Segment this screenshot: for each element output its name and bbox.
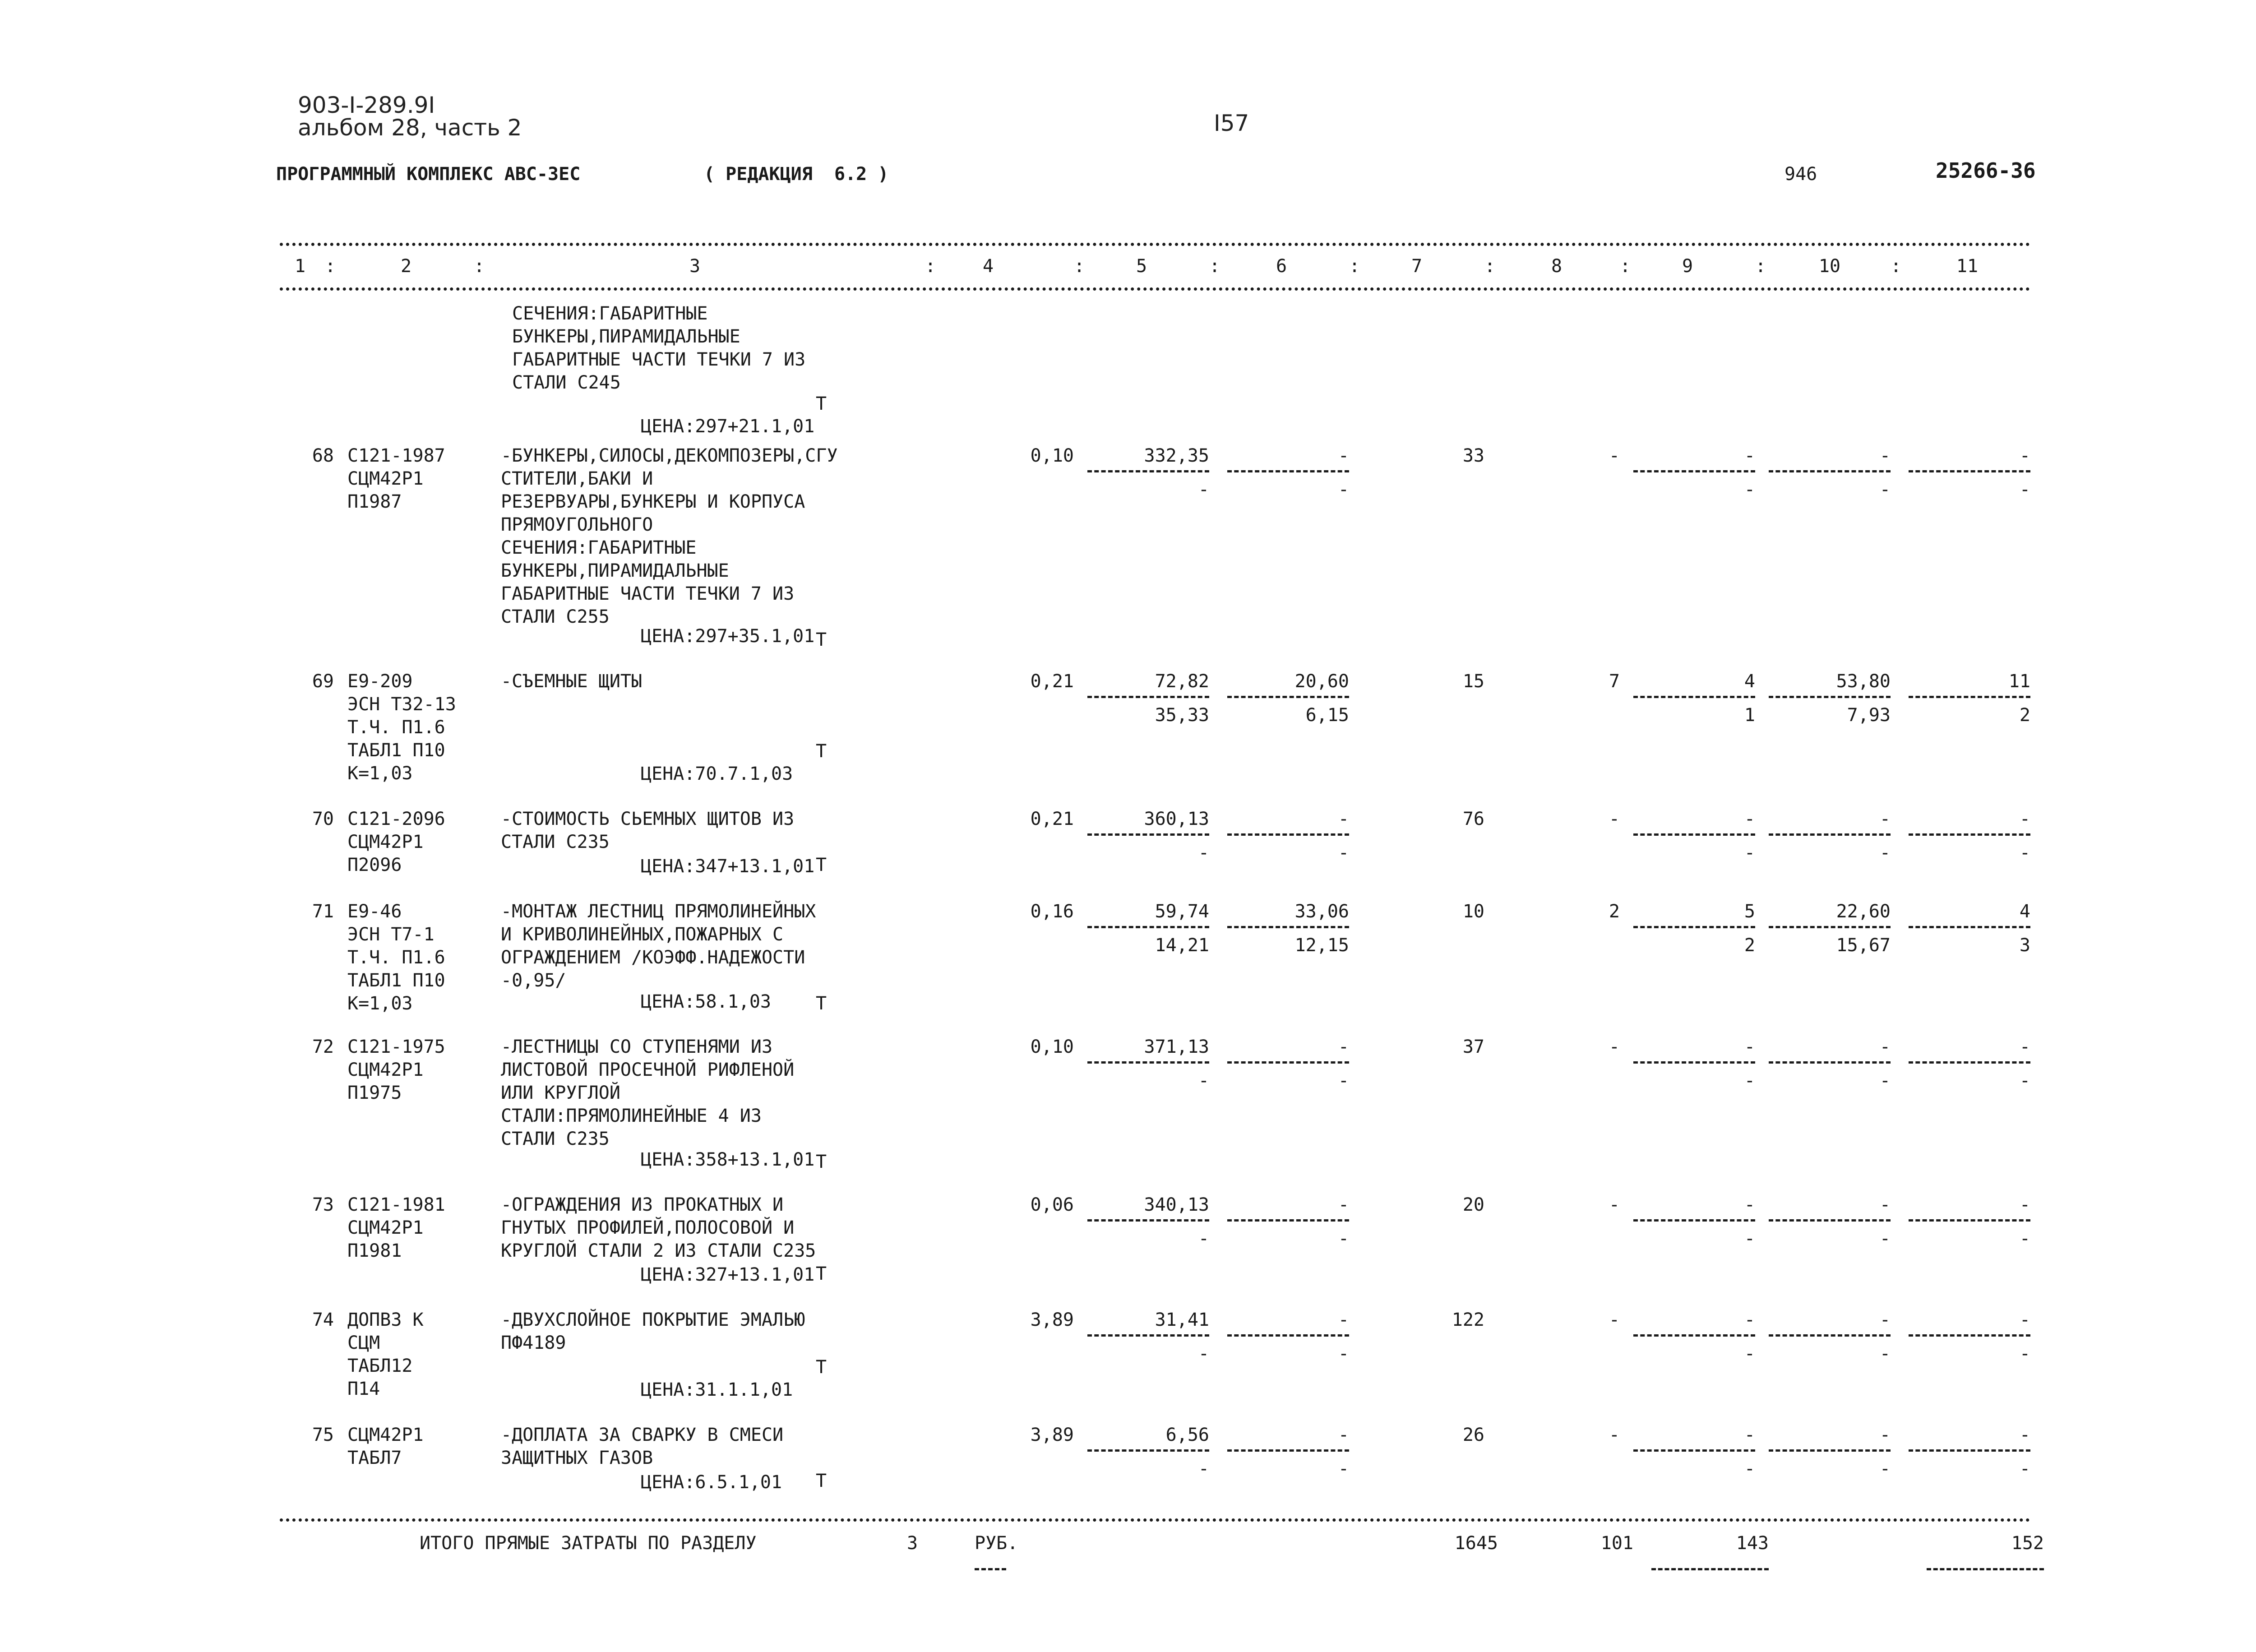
row-c9-sub: 2 <box>1744 935 1755 956</box>
row-c10-sub: - <box>1879 842 1891 863</box>
row-c6-sub: - <box>1338 1458 1349 1479</box>
row-c6: - <box>1338 1310 1349 1330</box>
row-c11-underline <box>1909 1219 2030 1222</box>
column-header: 8 <box>1551 256 1563 277</box>
row-c6-sub: 12,15 <box>1294 935 1349 956</box>
row-c11-sub: - <box>2019 842 2030 863</box>
row-price: ЦЕНА:358+13.1,01 <box>641 1149 815 1170</box>
row-c10-sub: - <box>1879 1458 1891 1479</box>
page-number: I57 <box>1214 110 1249 136</box>
column-separators: : <box>1209 256 1220 277</box>
row-c7: 33 <box>1462 445 1484 466</box>
row-c9-underline <box>1633 470 1755 472</box>
row-c10-underline <box>1769 1449 1891 1452</box>
row-description: -СЪЕМНЫЕ ЩИТЫ <box>501 671 643 692</box>
program-edition: ( РЕДАКЦИЯ 6.2 ) <box>704 164 889 185</box>
row-c7: 76 <box>1462 809 1484 829</box>
column-header: 6 <box>1276 256 1287 277</box>
row-price: ЦЕНА:327+13.1,01 <box>641 1264 815 1285</box>
row-c11: - <box>2019 1037 2030 1057</box>
row-code: Е9-209 ЭСН Т32-13 Т.Ч. П1.6 ТАБЛ1 П10 К=1,03 <box>347 671 456 784</box>
row-description: -ЛЕСТНИЦЫ СО СТУПЕНЯМИ ИЗ ЛИСТОВОЙ ПРОСЕЧНОЙ РИФЛЕНОЙ ИЛИ КРУГЛОЙ СТАЛИ:ПРЯМОЛИНЕЙНЫЕ 4 ИЗ СТАЛИ С235 <box>501 1037 795 1149</box>
row-c5-sub: 14,21 <box>1155 935 1209 956</box>
row-c5: 340,13 <box>1144 1194 1209 1215</box>
row-c7: 10 <box>1462 901 1484 922</box>
row-code: Е9-46 ЭСН Т7-1 Т.Ч. П1.6 ТАБЛ1 П10 К=1,03 <box>347 901 445 1014</box>
column-separators: : <box>1349 256 1360 277</box>
row-c5-underline <box>1087 1449 1209 1452</box>
row-c6-underline <box>1227 926 1349 928</box>
row-c5-underline <box>1087 1061 1209 1064</box>
row-quantity: 3,89 <box>1030 1425 1074 1445</box>
row-c7: 15 <box>1462 671 1484 692</box>
row-c10-underline <box>1769 1334 1891 1337</box>
totals-col9-underline <box>1651 1568 1769 1570</box>
row-c8: - <box>1609 445 1620 466</box>
row-c6-sub: 6,15 <box>1305 705 1349 726</box>
row-c5: 59,74 <box>1155 901 1209 922</box>
row-c9-underline <box>1633 696 1755 698</box>
totals-section: 3 <box>907 1533 918 1554</box>
continuation-text: СЕЧЕНИЯ:ГАБАРИТНЫЕ БУНКЕРЫ,ПИРАМИДАЛЬНЫЕ ГАБАРИТНЫЕ ЧАСТИ ТЕЧКИ 7 ИЗ СТАЛИ С245 <box>512 303 806 393</box>
row-c9-sub: - <box>1744 1343 1755 1364</box>
row-code: С121-1987 СЦМ42Р1 П1987 <box>347 445 445 512</box>
row-c11-underline <box>1909 1334 2030 1337</box>
column-header: 4 <box>982 256 994 277</box>
row-c10-sub: - <box>1879 479 1891 500</box>
album-label: альбом 28, часть 2 <box>298 115 522 141</box>
row-quantity: 0,21 <box>1030 671 1074 692</box>
totals-unit-underline <box>975 1568 1006 1570</box>
row-c6-underline <box>1227 470 1349 472</box>
row-c10-sub: 15,67 <box>1836 935 1891 956</box>
row-c5-underline <box>1087 696 1209 698</box>
row-c5-underline <box>1087 470 1209 472</box>
row-c6-sub: - <box>1338 1228 1349 1249</box>
row-c8: 2 <box>1609 901 1620 922</box>
row-c6: - <box>1338 1194 1349 1215</box>
row-quantity: 0,10 <box>1030 1037 1074 1057</box>
row-t-mark: Т <box>816 1471 827 1491</box>
row-c5: 332,35 <box>1144 445 1209 466</box>
row-c6-underline <box>1227 696 1349 698</box>
row-c5-sub: - <box>1198 1070 1209 1091</box>
row-number: 70 <box>312 809 334 829</box>
row-c8: - <box>1609 809 1620 829</box>
row-c9-underline <box>1633 1219 1755 1222</box>
row-c5-underline <box>1087 1334 1209 1337</box>
totals-label: ИТОГО ПРЯМЫЕ ЗАТРАТЫ ПО РАЗДЕЛУ <box>420 1533 757 1554</box>
row-c6: - <box>1338 809 1349 829</box>
row-c11-underline <box>1909 696 2030 698</box>
row-c9-underline <box>1633 1334 1755 1337</box>
row-t-mark: Т <box>816 993 827 1014</box>
row-c10: 22,60 <box>1836 901 1891 922</box>
totals-col8: 101 <box>1600 1533 1633 1554</box>
totals-col11-underline <box>1927 1568 2044 1570</box>
row-c9: - <box>1744 1425 1755 1445</box>
row-c11-underline <box>1909 833 2030 836</box>
row-c5-sub: - <box>1198 1228 1209 1249</box>
continuation-t-mark: Т <box>816 393 827 414</box>
row-description: -МОНТАЖ ЛЕСТНИЦ ПРЯМОЛИНЕЙНЫХ И КРИВОЛИНЕЙНЫХ,ПОЖАРНЫХ С ОГРАЖДЕНИЕМ /КОЭФФ.НАДЕЖОСТИ -0,95/ <box>501 901 816 991</box>
row-c10: - <box>1879 1310 1891 1330</box>
column-separators: : <box>1620 256 1631 277</box>
row-c11: - <box>2019 1310 2030 1330</box>
row-c11-underline <box>1909 1061 2030 1064</box>
column-header: 7 <box>1411 256 1423 277</box>
row-t-mark: Т <box>816 1357 827 1378</box>
row-t-mark: Т <box>816 855 827 875</box>
row-c11-sub: - <box>2019 1228 2030 1249</box>
row-c9-sub: - <box>1744 479 1755 500</box>
row-c5-sub: - <box>1198 1458 1209 1479</box>
row-c11: - <box>2019 809 2030 829</box>
row-c11: - <box>2019 445 2030 466</box>
row-c7: 26 <box>1462 1425 1484 1445</box>
row-price: ЦЕНА:347+13.1,01 <box>641 856 815 877</box>
row-c9: - <box>1744 1194 1755 1215</box>
row-price: ЦЕНА:31.1.1,01 <box>641 1379 793 1400</box>
row-c11-sub: 3 <box>2019 935 2030 956</box>
row-number: 72 <box>312 1037 334 1057</box>
row-quantity: 3,89 <box>1030 1310 1074 1330</box>
row-number: 71 <box>312 901 334 922</box>
row-c10-underline <box>1769 926 1891 928</box>
totals-unit: РУБ. <box>975 1533 1018 1554</box>
column-header: 2 <box>400 256 412 277</box>
totals-col7: 1645 <box>1454 1533 1498 1554</box>
row-c6-sub: - <box>1338 1070 1349 1091</box>
column-separators: : <box>1074 256 1085 277</box>
totals-rule <box>280 1518 2030 1522</box>
row-c9: - <box>1744 1310 1755 1330</box>
row-quantity: 0,21 <box>1030 809 1074 829</box>
row-number: 69 <box>312 671 334 692</box>
column-header: 11 <box>1956 256 1979 277</box>
row-c5: 72,82 <box>1155 671 1209 692</box>
row-c8: - <box>1609 1194 1620 1215</box>
row-description: -ДВУХСЛОЙНОЕ ПОКРЫТИЕ ЭМАЛЬЮ ПФ4189 <box>501 1310 805 1353</box>
row-c10: 53,80 <box>1836 671 1891 692</box>
row-code: С121-1975 СЦМ42Р1 П1975 <box>347 1037 445 1103</box>
row-t-mark: Т <box>816 1152 827 1172</box>
header-top-rule <box>280 243 2030 246</box>
row-c5: 371,13 <box>1144 1037 1209 1057</box>
row-c5-sub: - <box>1198 479 1209 500</box>
row-description: -ДОПЛАТА ЗА СВАРКУ В СМЕСИ ЗАЩИТНЫХ ГАЗОВ <box>501 1425 784 1468</box>
row-c9: 4 <box>1744 671 1755 692</box>
row-price: ЦЕНА:58.1,03 <box>641 991 771 1012</box>
row-c11-sub: 2 <box>2019 705 2030 726</box>
sheet-number: 946 <box>1784 164 1817 185</box>
row-code: С121-1981 СЦМ42Р1 П1981 <box>347 1194 445 1261</box>
column-header: 9 <box>1682 256 1693 277</box>
column-header: 10 <box>1818 256 1841 277</box>
continuation-price: ЦЕНА:297+21.1,01 <box>641 416 815 437</box>
row-c6: - <box>1338 445 1349 466</box>
row-c11: 11 <box>2008 671 2030 692</box>
row-c5-sub: 35,33 <box>1155 705 1209 726</box>
row-number: 73 <box>312 1194 334 1215</box>
row-c5: 6,56 <box>1165 1425 1209 1445</box>
row-c6-underline <box>1227 833 1349 836</box>
row-c9: - <box>1744 1037 1755 1057</box>
totals-col9: 143 <box>1736 1533 1769 1554</box>
totals-col11: 152 <box>2011 1533 2044 1554</box>
row-t-mark: Т <box>816 1263 827 1284</box>
stamp-number: 25266-36 <box>1936 158 2036 183</box>
row-c9-sub: - <box>1744 1458 1755 1479</box>
column-header: 3 <box>689 256 701 277</box>
row-quantity: 0,10 <box>1030 445 1074 466</box>
row-c11: 4 <box>2019 901 2030 922</box>
row-c11: - <box>2019 1194 2030 1215</box>
column-header: 5 <box>1136 256 1147 277</box>
row-c5-underline <box>1087 833 1209 836</box>
row-c6: 33,06 <box>1294 901 1349 922</box>
row-c10: - <box>1879 1425 1891 1445</box>
row-c6-sub: - <box>1338 479 1349 500</box>
row-c6: - <box>1338 1037 1349 1057</box>
row-c10-underline <box>1769 833 1891 836</box>
row-c10-underline <box>1769 1219 1891 1222</box>
row-code: ДОПВ3 К СЦМ ТАБЛ12 П14 <box>347 1310 424 1399</box>
row-c11-sub: - <box>2019 1458 2030 1479</box>
row-c9: - <box>1744 809 1755 829</box>
row-c6: - <box>1338 1425 1349 1445</box>
row-c9-sub: 1 <box>1744 705 1755 726</box>
row-c5-underline <box>1087 1219 1209 1222</box>
row-c11-underline <box>1909 470 2030 472</box>
row-description: -ОГРАЖДЕНИЯ ИЗ ПРОКАТНЫХ И ГНУТЫХ ПРОФИЛЕЙ,ПОЛОСОВОЙ И КРУГЛОЙ СТАЛИ 2 ИЗ СТАЛИ С235 <box>501 1194 816 1261</box>
row-c11: - <box>2019 1425 2030 1445</box>
row-c5-underline <box>1087 926 1209 928</box>
row-price: ЦЕНА:70.7.1,03 <box>641 764 793 784</box>
program-title: ПРОГРАММНЫЙ КОМПЛЕКС АВС-3ЕС <box>276 164 581 185</box>
row-c6-underline <box>1227 1334 1349 1337</box>
row-c10: - <box>1879 1194 1891 1215</box>
row-price: ЦЕНА:6.5.1,01 <box>641 1472 782 1493</box>
document-number: 903-I-289.9I <box>298 92 435 118</box>
column-separators: : <box>1891 256 1902 277</box>
row-code: С121-2096 СЦМ42Р1 П2096 <box>347 809 445 875</box>
row-c6: 20,60 <box>1294 671 1349 692</box>
row-c9-underline <box>1633 926 1755 928</box>
row-c9: 5 <box>1744 901 1755 922</box>
row-c5: 360,13 <box>1144 809 1209 829</box>
row-number: 68 <box>312 445 334 466</box>
row-number: 75 <box>312 1425 334 1445</box>
row-price: ЦЕНА:297+35.1,01 <box>641 626 815 647</box>
row-description: -БУНКЕРЫ,СИЛОСЫ,ДЕКОМПОЗЕРЫ,СГУ СТИТЕЛИ,БАКИ И РЕЗЕРВУАРЫ,БУНКЕРЫ И КОРПУСА ПРЯМОУГОЛЬНОГО СЕЧЕНИЯ:ГАБАРИТНЫЕ БУНКЕРЫ,ПИРАМИДАЛЬНЫЕ ГАБАРИТНЫЕ ЧАСТИ ТЕЧКИ 7 ИЗ СТАЛИ С255 <box>501 445 838 627</box>
row-c6-sub: - <box>1338 842 1349 863</box>
row-c6-underline <box>1227 1449 1349 1452</box>
row-c9-underline <box>1633 833 1755 836</box>
row-c8: - <box>1609 1310 1620 1330</box>
row-c10-sub: 7,93 <box>1847 705 1891 726</box>
row-c6-sub: - <box>1338 1343 1349 1364</box>
row-quantity: 0,06 <box>1030 1194 1074 1215</box>
row-t-mark: Т <box>816 629 827 650</box>
row-c10: - <box>1879 809 1891 829</box>
row-c11-sub: - <box>2019 1343 2030 1364</box>
column-header: 1 <box>294 256 306 277</box>
row-c6-underline <box>1227 1061 1349 1064</box>
column-separators: : <box>474 256 485 277</box>
row-description: -СТОИМОСТЬ СЬЕМНЫХ ЩИТОВ ИЗ СТАЛИ С235 <box>501 809 795 852</box>
row-c9-underline <box>1633 1449 1755 1452</box>
row-c7: 122 <box>1452 1310 1484 1330</box>
header-bottom-rule <box>280 287 2030 291</box>
row-c10-sub: - <box>1879 1343 1891 1364</box>
row-quantity: 0,16 <box>1030 901 1074 922</box>
row-c7: 37 <box>1462 1037 1484 1057</box>
row-c9-sub: - <box>1744 1228 1755 1249</box>
row-c6-underline <box>1227 1219 1349 1222</box>
row-c11-sub: - <box>2019 1070 2030 1091</box>
row-c11-underline <box>1909 1449 2030 1452</box>
row-code: СЦМ42Р1 ТАБЛ7 <box>347 1425 424 1468</box>
row-c10-underline <box>1769 1061 1891 1064</box>
row-c5: 31,41 <box>1155 1310 1209 1330</box>
row-c10-sub: - <box>1879 1070 1891 1091</box>
row-c9-underline <box>1633 1061 1755 1064</box>
row-c11-underline <box>1909 926 2030 928</box>
row-t-mark: Т <box>816 741 827 762</box>
row-c5-sub: - <box>1198 842 1209 863</box>
row-c10-underline <box>1769 470 1891 472</box>
row-c8: 7 <box>1609 671 1620 692</box>
row-c10: - <box>1879 445 1891 466</box>
row-c8: - <box>1609 1425 1620 1445</box>
row-c5-sub: - <box>1198 1343 1209 1364</box>
row-c8: - <box>1609 1037 1620 1057</box>
row-c9-sub: - <box>1744 842 1755 863</box>
row-c7: 20 <box>1462 1194 1484 1215</box>
row-c9-sub: - <box>1744 1070 1755 1091</box>
column-separators: : <box>1484 256 1496 277</box>
row-c10-sub: - <box>1879 1228 1891 1249</box>
column-separators: : <box>1755 256 1766 277</box>
row-number: 74 <box>312 1310 334 1330</box>
row-c10: - <box>1879 1037 1891 1057</box>
row-c11-sub: - <box>2019 479 2030 500</box>
column-separators: : <box>325 256 336 277</box>
column-separators: : <box>925 256 936 277</box>
row-c10-underline <box>1769 696 1891 698</box>
row-c9: - <box>1744 445 1755 466</box>
